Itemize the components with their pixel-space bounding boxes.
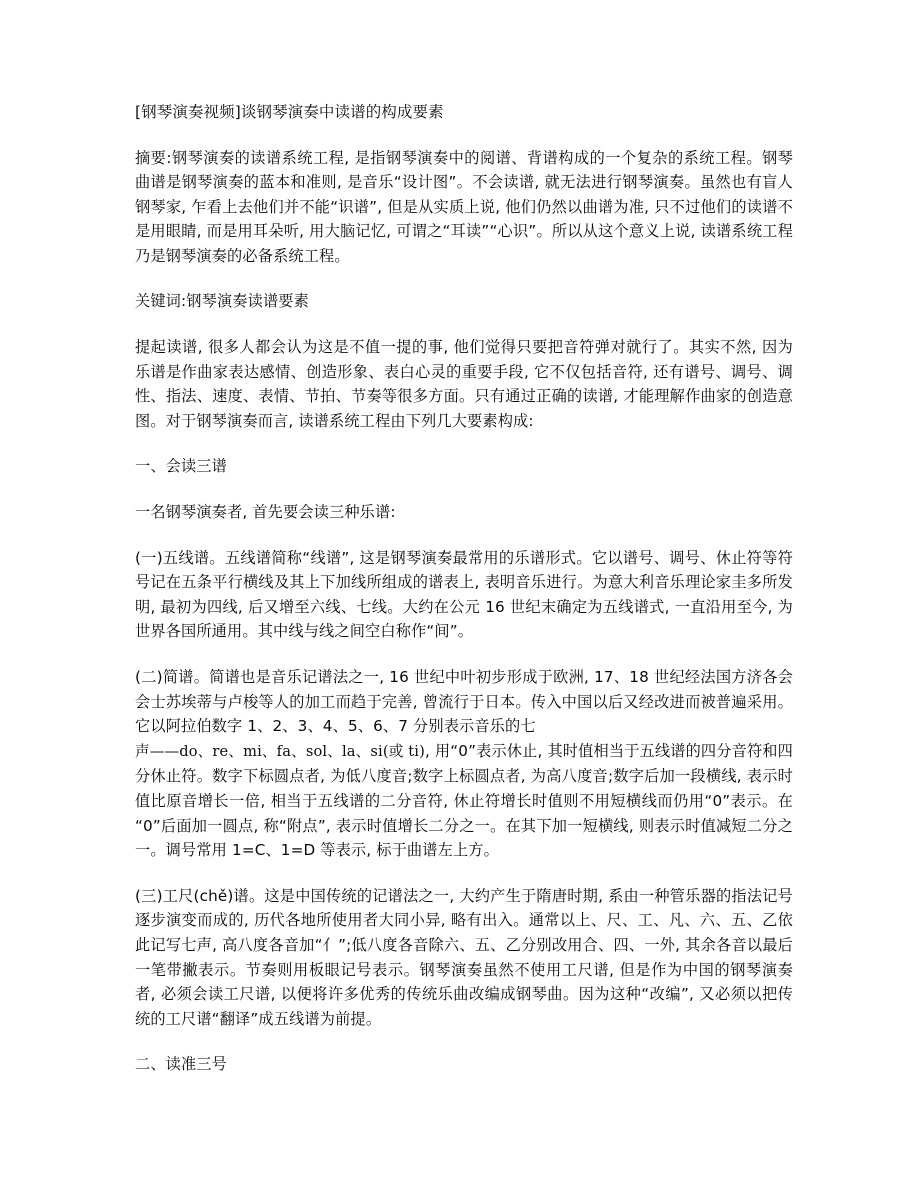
document-body: [135, 100, 793, 1098]
item-two-paragraph: [135, 665, 793, 863]
section-heading-one: 一、会读三谱: [135, 457, 228, 476]
section-heading-two: 二、读准三号: [135, 1055, 228, 1074]
keywords-paragraph: 关键词:钢琴演奏读谱要素: [135, 292, 309, 311]
item-one-paragraph: (一)五线谱。五线谱简称“线谱”, 这是钢琴演奏最常用的乐谱形式。它以谱号、调号、休止符等符号记在五条平行横线及其上下加线所组成的谱表上, 表明音乐进行。为意大利音乐理论家圭多所发明, 最初为四线, 后又增至六线、七线。大约在公元 16 世纪末确定为五线谱式, 一直沿用至今, 为世界各国所通用。其中线与线之间空白称作“间”。: [135, 548, 793, 641]
item-two-solfege-text: 声——do、re、mi、fa、sol、la、si(或 ti): [135, 742, 425, 760]
abstract-paragraph: 摘要:钢琴演奏的读谱系统工程, 是指钢琴演奏中的阅谱、背谱构成的一个复杂的系统工程。钢琴曲谱是钢琴演奏的蓝本和准则, 是音乐“设计图”。不会读谱, 就无法进行钢琴演奏。虽然也有盲人钢琴家, 乍看上去他们并不能“识谱”, 但是从实质上说, 他们仍然以曲谱为准, 只不过他们的读谱不是用眼睛, 而是用耳朵听, 用大脑记忆, 可谓之“耳读”“心识”。所以从这个意义上说, 读谱系统工程乃是钢琴演奏的必备系统工程。: [135, 148, 793, 265]
item-two-text-part-one: (二)简谱。简谱也是音乐记谱法之一, 16 世纪中叶初步形成于欧洲, 17、18 世纪经法国方济各会会士苏埃蒂与卢梭等人的加工而趋于完善, 曾流行于日本。传入中国以后又经改进而被普遍采用。它以阿拉伯数字 1、2、3、4、5、6、7 分别表示音乐的七: [135, 668, 793, 736]
item-two-text-part-two: , 用“0”表示休止, 其时值相当于五线谱的四分音符和四分休止符。数字下标圆点者, 为低八度音;数字上标圆点者, 为高八度音;数字后加一段横线, 表示时值比原音增长一倍, 相当于五线谱的二分音符, 休止符增长时值则不用短横线而仍用“0”表示。在“0”后面加一圆点, 称“附点”, 表示时值增长二分之一。在其下加一短横线, 则表示时值减短二分之一。调号常用 1=C、1=D 等表示, 标于曲谱左上方。: [135, 741, 793, 860]
item-three-paragraph: (三)工尺(chě)谱。这是中国传统的记谱法之一, 大约产生于隋唐时期, 系由一种管乐器的指法记号逐步演变而成的, 历代各地所使用者大同小异, 略有出入。通常以上、尺、工、凡、六、五、乙依此记写七声, 高八度各音加“亻”;低八度各音除六、五、乙分别改用合、四、一外, 其余各音以最后一笔带撇表示。节奏则用板眼记号表示。钢琴演奏虽然不使用工尺谱, 但是作为中国的钢琴演奏者, 必须会读工尺谱, 以便将许多优秀的传统乐曲改编成钢琴曲。因为这种“改编”, 又必须以把传统的工尺谱“翻译”成五线谱为前提。: [135, 886, 793, 1028]
introduction-paragraph: 提起读谱, 很多人都会认为这是不值一提的事, 他们觉得只要把音符弹对就行了。其实不然, 因为乐谱是作曲家表达感情、创造形象、表白心灵的重要手段, 它不仅包括音符, 还有谱号、调号、调性、指法、速度、表情、节拍、节奏等很多方面。只有通过正确的读谱, 才能理解作曲家的创造意图。对于钢琴演奏而言, 读谱系统工程由下列几大要素构成:: [135, 338, 793, 430]
section-one-lead-paragraph: 一名钢琴演奏者, 首先要会读三种乐谱:: [135, 503, 396, 522]
page-title: [钢琴演奏视频]谈钢琴演奏中读谱的构成要素: [135, 103, 444, 121]
